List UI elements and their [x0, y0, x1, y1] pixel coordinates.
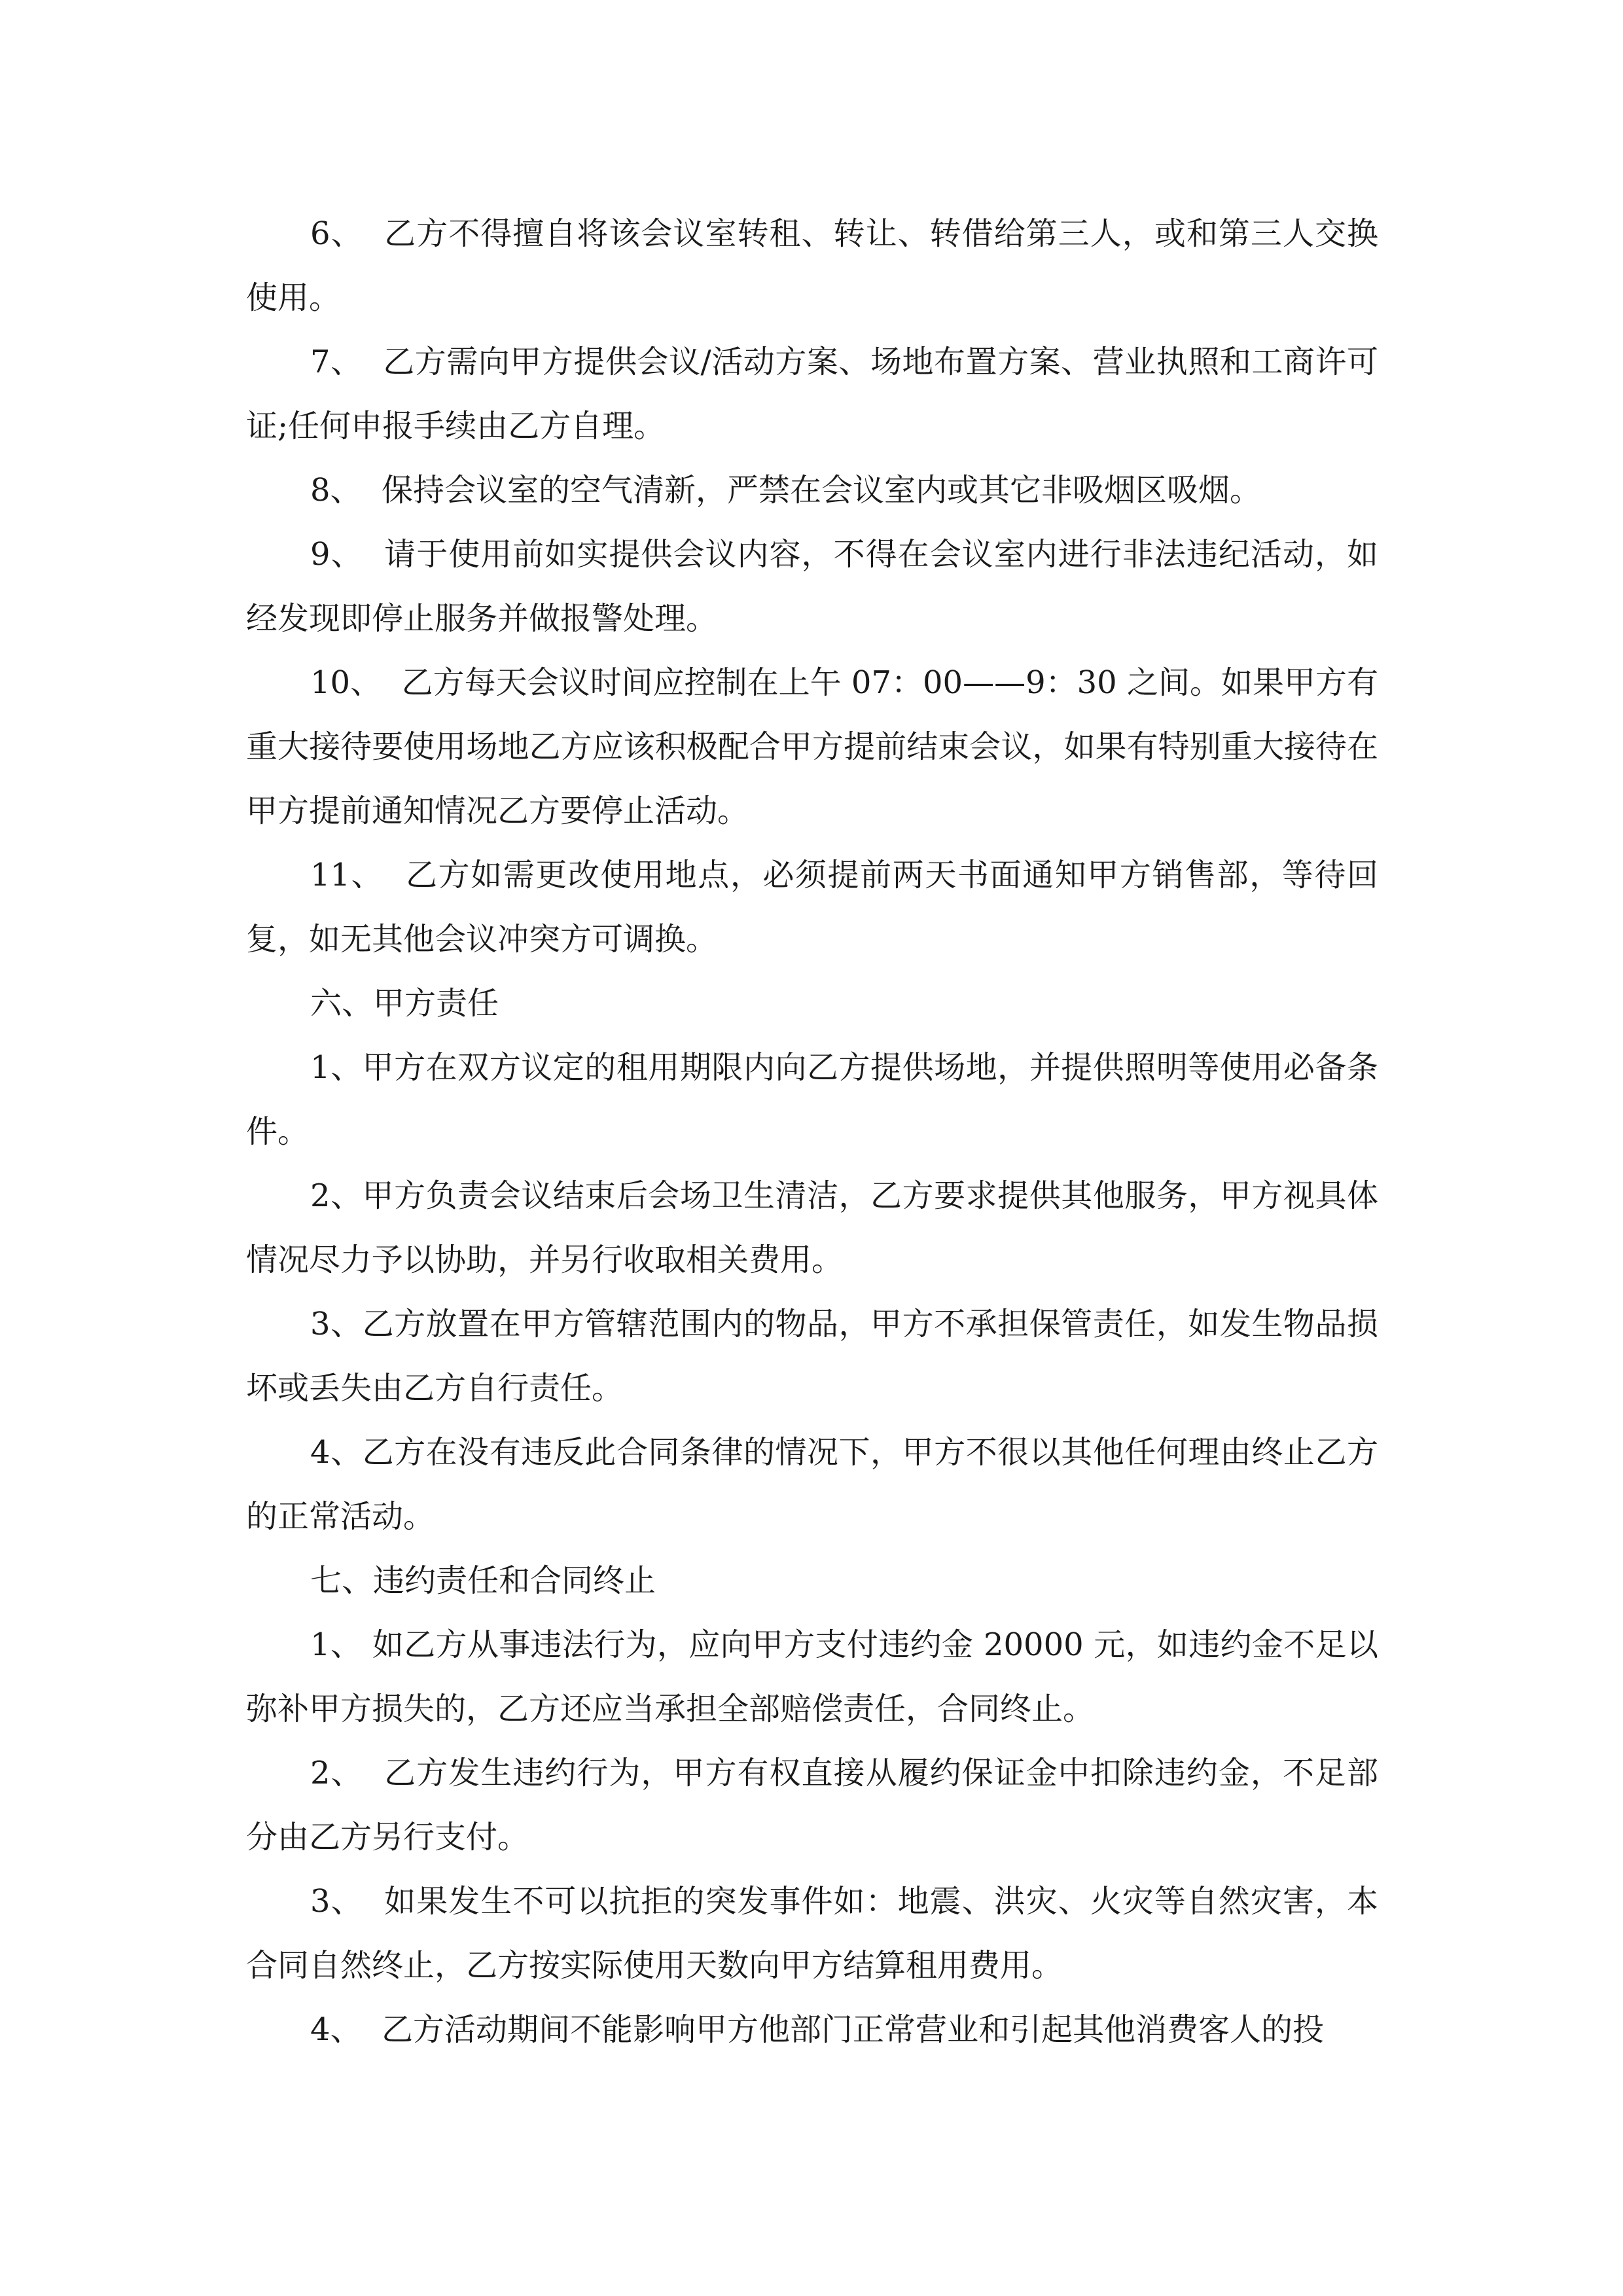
party-a-clause-2: 2、甲方负责会议结束后会场卫生清洁，乙方要求提供其他服务，甲方视具体情况尽力予以协助，并另行收取相关费用。: [246, 1177, 1378, 1278]
breach-clause-2: 2、 乙方发生违约行为，甲方有权直接从履约保证金中扣除违约金，不足部分由乙方另行支付。: [246, 1755, 1378, 1856]
clause-11: 11、 乙方如需更改使用地点，必须提前两天书面通知甲方销售部，等待回复，如无其他会议冲突方可调换。: [246, 857, 1378, 958]
clause-7: 7、 乙方需向甲方提供会议/活动方案、场地布置方案、营业执照和工商许可证;任何申报手续由乙方自理。: [246, 344, 1378, 444]
breach-clause-3: 3、 如果发生不可以抗拒的突发事件如：地震、洪灾、火灾等自然灾害，本合同自然终止，乙方按实际使用天数向甲方结算租用费用。: [246, 1883, 1378, 1984]
clause-6: 6、 乙方不得擅自将该会议室转租、转让、转借给第三人，或和第三人交换使用。: [246, 215, 1378, 316]
clause-10: 10、 乙方每天会议时间应控制在上午 07：00——9：30 之间。如果甲方有重大接待要使用场地乙方应该积极配合甲方提前结束会议，如果有特别重大接待在甲方提前通知情况乙方要停止活动。: [246, 664, 1378, 829]
document-body: [246, 202, 1378, 2062]
party-a-clause-4: 4、乙方在没有违反此合同条律的情况下，甲方不很以其他任何理由终止乙方的正常活动。: [246, 1434, 1378, 1535]
clause-9: 9、 请于使用前如实提供会议内容，不得在会议室内进行非法违纪活动，如经发现即停止服务并做报警处理。: [246, 536, 1378, 637]
breach-clause-4: 4、 乙方活动期间不能影响甲方他部门正常营业和引起其他消费客人的投: [310, 2011, 1325, 2048]
breach-clause-1: 1、 如乙方从事违法行为，应向甲方支付违约金 20000 元，如违约金不足以弥补甲方损失的，乙方还应当承担全部赔偿责任，合同终止。: [246, 1626, 1378, 1727]
party-a-clause-1: 1、甲方在双方议定的租用期限内向乙方提供场地，并提供照明等使用必备条件。: [246, 1049, 1378, 1150]
party-a-clause-3: 3、乙方放置在甲方管辖范围内的物品，甲方不承担保管责任，如发生物品损坏或丢失由乙方自行责任。: [246, 1306, 1378, 1407]
clause-8: 8、 保持会议室的空气清新，严禁在会议室内或其它非吸烟区吸烟。: [310, 472, 1262, 509]
section-heading-party-a-responsibility: 六、甲方责任: [310, 985, 499, 1022]
section-heading-breach-and-termination: 七、违约责任和合同终止: [310, 1562, 656, 1599]
